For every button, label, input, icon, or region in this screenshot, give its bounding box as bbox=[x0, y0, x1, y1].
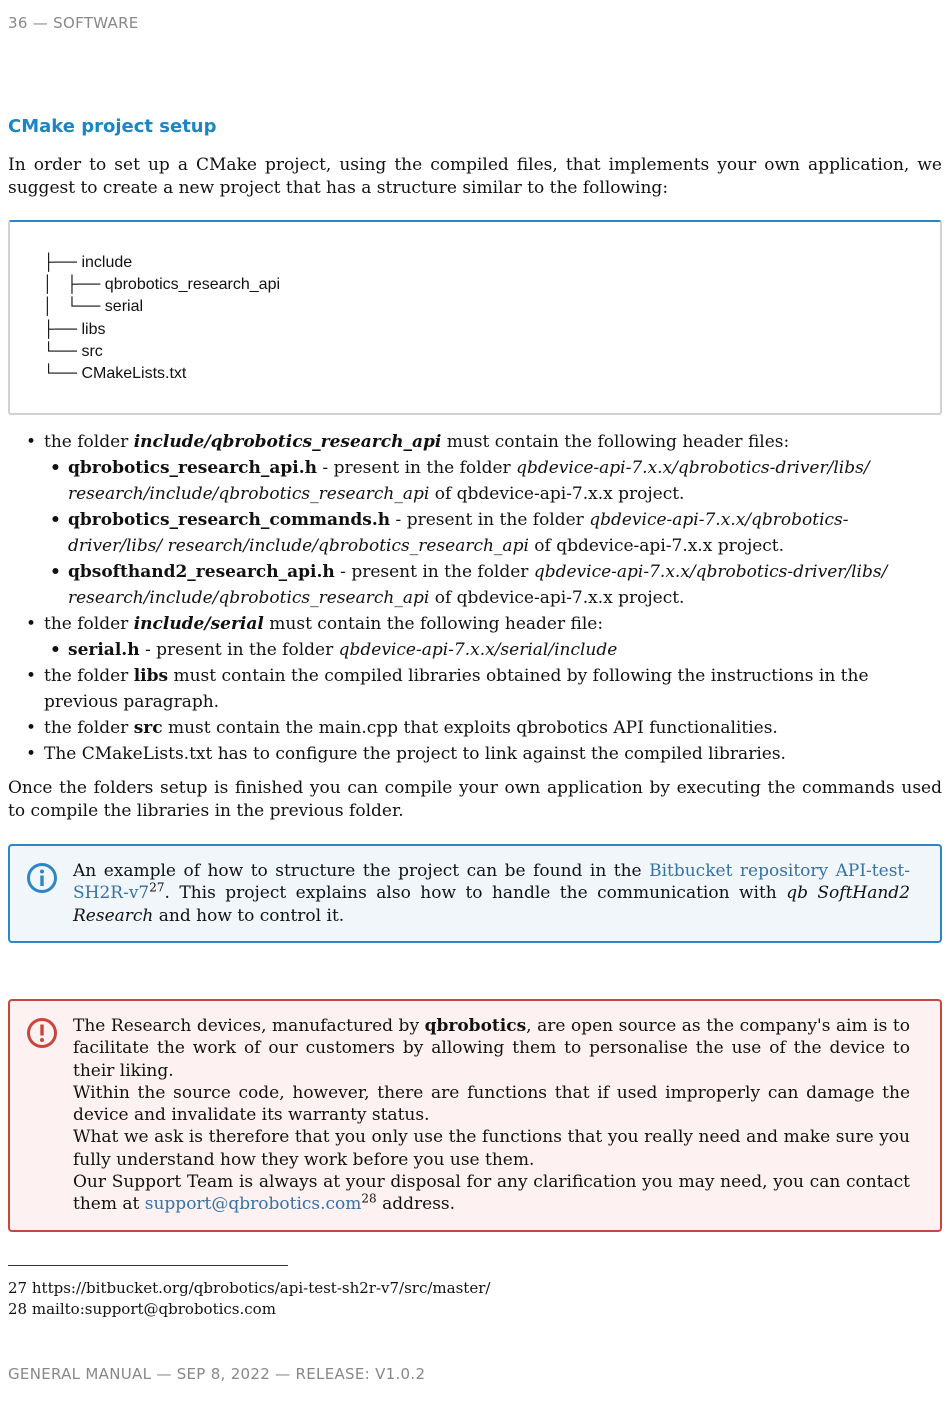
tree-line-include: ├── include bbox=[43, 254, 133, 271]
warning-paragraph: Our Support Team is always at your disposal for any clarification you may need, you can contact them at support@qbrobotics.com$^{28}$ address. bbox=[73, 1172, 910, 1215]
footer-manual: GENERAL MANUAL bbox=[8, 1365, 152, 1383]
list-item-header-file: • qbrobotics_research_api.h - present in the folder qbdevice-api-7.x.x/qbrobotics-driver/libs/ research/include/qbrobotics_research_api of qbdevice-api-7.x.x project. bbox=[50, 455, 942, 507]
list-item-header-file: • serial.h - present in the folder qbdevice-api-7.x.x/serial/include bbox=[50, 637, 942, 663]
footnote-ref[interactable]: 27 bbox=[149, 880, 165, 895]
tree-line-qbrobotics-research-api: │ ├── qbrobotics_research_api bbox=[43, 276, 281, 294]
header-section: SOFTWARE bbox=[53, 14, 139, 32]
header-files-list bbox=[50, 455, 942, 611]
folder-requirements-list bbox=[26, 429, 942, 767]
list-item-include-serial: • the folder include/serial must contain the following header file: • serial.h - present in the folder qbdevice-api-7.x.x/serial/include bbox=[26, 611, 942, 663]
info-admonition: An example of how to structure the project can be found in the Bitbucket repository API-$test-SH2R-v7^{27}$. This project explains also how to handle the communication with qb SoftHand2 Research and how to control it. bbox=[8, 844, 942, 943]
footnotes bbox=[8, 1278, 490, 1319]
list-item-include-research-api: • the folder include/qbrobotics_research_api must contain the following header files: • qbrobotics_research_api.h - present in the folder qbdevice-api-7.x.x/qbrobotics-driver/libs/ research/include/qbrobotics_research_api of qbdevice-api-7.x.x project. • qbrobotics_research_commands.h - present in the folder qbdevice-api-7.x.x/qbrobotics-driver/libs/ research/include/qbrobotics_research_api of qbdevice-api-7.x.x project. • qbsofthand2_research_api.h - present in the folder qbdevice-api-7.x.x/qbrobotics-driver/libs/ research/include/qbrobotics_research_api of qbdevice-api-7.x.x project. bbox=[26, 429, 942, 611]
support-email-link[interactable]: support@qbrobotics.com bbox=[144, 1194, 362, 1215]
warning-paragraph: What we ask is therefore that you only use the functions that you really need and make sure you fully understand how they work before you use them. bbox=[73, 1127, 910, 1170]
section-title: CMake project setup bbox=[8, 116, 217, 137]
bitbucket-repository-link[interactable]: Bitbucket repository API-test-SH2R-v7 bbox=[73, 861, 910, 904]
folder-name: include/serial bbox=[133, 614, 264, 634]
tree-line-cmakelists: └── CMakeLists.txt bbox=[43, 365, 187, 383]
brand-name: qbrobotics bbox=[424, 1016, 527, 1036]
info-icon bbox=[26, 862, 58, 894]
list-item-cmakelists: • The CMakeLists.txt has to configure the project to link against the compiled libraries. bbox=[26, 741, 942, 767]
warning-admonition bbox=[8, 999, 942, 1232]
product-name: qb SoftHand2 Research bbox=[73, 883, 911, 926]
footer-date: SEP 8, 2022 bbox=[176, 1365, 271, 1383]
tree-line-src: └── src bbox=[43, 342, 103, 360]
list-item-header-file: • qbrobotics_research_commands.h - present in the folder qbdevice-api-7.x.x/qbrobotics-driver/libs/ research/include/qbrobotics_research_api of qbdevice-api-7.x.x project. bbox=[50, 507, 942, 559]
list-item-header-file: • qbsofthand2_research_api.h - present in the folder qbdevice-api-7.x.x/qbrobotics-driver/libs/ research/include/qbrobotics_research_api of qbdevice-api-7.x.x project. bbox=[50, 559, 942, 611]
compile-paragraph: Once the folders setup is finished you can compile your own application by executing the commands used to compile the libraries in the previous folder. bbox=[8, 778, 942, 821]
footnote-rule bbox=[8, 1265, 288, 1266]
footnote: 27 https://bitbucket.org/qbrobotics/api-test-sh2r-v7/src/master/ bbox=[8, 1279, 491, 1297]
folder-name: include/qbrobotics_research_api bbox=[133, 432, 442, 452]
list-item-libs: • the folder libs must contain the compiled libraries obtained by following the instructions in the previous paragraph. bbox=[26, 663, 942, 715]
tree-line-serial: │ └── serial bbox=[43, 298, 144, 316]
warning-paragraph: The Research devices, manufactured by qbrobotics, are open source as the company's aim is to facilitate the work of our customers by allowing them to personalise the use of the device to their liking. bbox=[73, 1016, 911, 1081]
footer-release: RELEASE: V1.0.2 bbox=[295, 1365, 426, 1383]
list-item-src: • the folder src must contain the main.cpp that exploits qbrobotics API functionalities. bbox=[26, 715, 942, 741]
running-footer: GENERAL MANUAL — SEP 8, 2022 — RELEASE: V1.0.2 bbox=[8, 1365, 426, 1383]
directory-tree-box bbox=[8, 220, 942, 415]
warning-paragraph: Within the source code, however, there are functions that if used improperly can damage the device and invalidate its warranty status. bbox=[73, 1082, 910, 1126]
intro-paragraph: In order to set up a CMake project, using the compiled files, that implements your own application, we suggest to create a new project that has a structure similar to the following: bbox=[8, 155, 942, 198]
directory-tree bbox=[43, 252, 280, 385]
running-header bbox=[8, 14, 139, 32]
header-separator: — bbox=[32, 14, 49, 32]
page-number: 36 bbox=[8, 14, 28, 32]
footnote-ref[interactable]: 28 bbox=[361, 1191, 377, 1206]
exclamation-icon bbox=[26, 1017, 58, 1049]
tree-line-libs: ├── libs bbox=[43, 320, 106, 338]
footnote: 28 mailto:support@qbrobotics.com bbox=[8, 1299, 276, 1318]
header-files-list bbox=[50, 637, 942, 663]
